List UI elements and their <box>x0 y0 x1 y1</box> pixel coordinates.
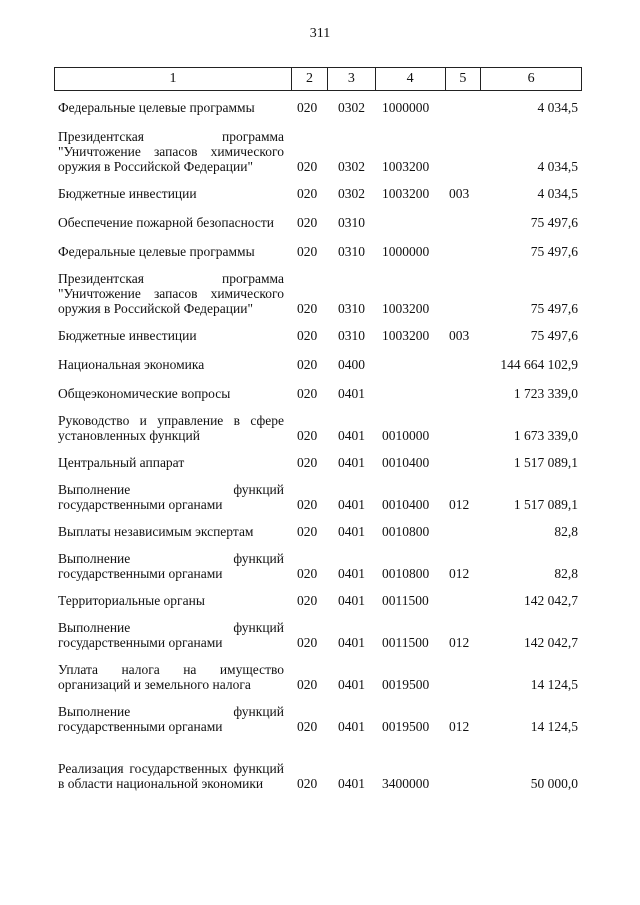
row-col-2: 020 <box>297 719 318 734</box>
table-row <box>0 129 640 174</box>
row-name: Федеральные целевые программы <box>58 244 255 259</box>
table-row <box>0 357 640 372</box>
row-col-6: 142 042,7 <box>524 593 578 608</box>
row-col-3: 0401 <box>338 386 365 401</box>
row-col-6: 144 664 102,9 <box>500 357 578 372</box>
header-col-3: 3 <box>328 68 376 90</box>
row-col-2: 020 <box>297 215 318 230</box>
table-row <box>0 593 640 608</box>
row-col-5: 012 <box>449 719 470 734</box>
row-col-3: 0401 <box>338 776 365 791</box>
row-name: Руководство и управление в сфере установленных функций <box>58 413 284 443</box>
row-col-4: 0011500 <box>382 635 429 650</box>
table-row <box>0 328 640 343</box>
row-col-3: 0310 <box>338 244 365 259</box>
row-col-6: 1 673 339,0 <box>513 428 578 443</box>
row-col-2: 020 <box>297 428 318 443</box>
row-name: Президентская программа "Уничтожение запасов химического оружия в Российской Федерации" <box>58 129 284 174</box>
row-col-6: 4 034,5 <box>537 100 578 115</box>
row-col-4: 0011500 <box>382 593 429 608</box>
table-row <box>0 551 640 581</box>
row-col-6: 14 124,5 <box>530 677 578 692</box>
row-col-3: 0401 <box>338 566 365 581</box>
row-col-6: 1 723 339,0 <box>513 386 578 401</box>
row-col-3: 0401 <box>338 524 365 539</box>
row-col-2: 020 <box>297 677 318 692</box>
row-col-2: 020 <box>297 159 318 174</box>
table-row <box>0 215 640 230</box>
table-row <box>0 413 640 443</box>
row-col-4: 0010800 <box>382 524 430 539</box>
row-col-2: 020 <box>297 100 318 115</box>
row-col-2: 020 <box>297 566 318 581</box>
header-col-4: 4 <box>376 68 446 90</box>
row-col-5: 003 <box>449 328 470 343</box>
row-col-6: 1 517 089,1 <box>513 455 578 470</box>
table-row <box>0 455 640 470</box>
row-col-5: 012 <box>449 635 470 650</box>
table-row <box>0 244 640 259</box>
row-col-5: 012 <box>449 497 470 512</box>
row-col-2: 020 <box>297 524 318 539</box>
row-col-4: 0010000 <box>382 428 430 443</box>
row-name: Общеэкономические вопросы <box>58 386 231 401</box>
row-name: Федеральные целевые программы <box>58 100 255 115</box>
table-row <box>0 271 640 316</box>
row-col-6: 4 034,5 <box>537 186 578 201</box>
row-col-4: 0010400 <box>382 497 430 512</box>
row-name: Бюджетные инвестиции <box>58 328 197 343</box>
row-name: Центральный аппарат <box>58 455 185 470</box>
row-name: Национальная экономика <box>58 357 205 372</box>
row-col-2: 020 <box>297 455 318 470</box>
row-col-3: 0401 <box>338 593 365 608</box>
row-name: Бюджетные инвестиции <box>58 186 197 201</box>
row-col-6: 142 042,7 <box>524 635 578 650</box>
table-row <box>0 482 640 512</box>
table-row <box>0 524 640 539</box>
row-name: Выплаты независимым экспертам <box>58 524 254 539</box>
row-col-3: 0310 <box>338 328 365 343</box>
row-name: Выполнение функций государственными органами <box>58 551 284 581</box>
row-col-4: 0019500 <box>382 677 430 692</box>
row-col-3: 0401 <box>338 635 365 650</box>
row-col-2: 020 <box>297 386 318 401</box>
row-col-6: 50 000,0 <box>530 776 578 791</box>
row-col-3: 0401 <box>338 455 365 470</box>
row-col-3: 0401 <box>338 677 365 692</box>
row-col-4: 0010800 <box>382 566 430 581</box>
page-number: 311 <box>309 26 331 41</box>
row-col-4: 1000000 <box>382 100 430 115</box>
table-row <box>0 746 640 791</box>
row-col-4: 3400000 <box>382 776 430 791</box>
row-col-4: 1000000 <box>382 244 430 259</box>
row-col-2: 020 <box>297 301 318 316</box>
row-name: Территориальные органы <box>58 593 205 608</box>
table-row <box>0 186 640 201</box>
row-col-6: 82,8 <box>554 566 578 581</box>
row-col-6: 75 497,6 <box>530 301 578 316</box>
header-col-6: 6 <box>527 71 535 86</box>
row-name: Выполнение функций государственными органами <box>58 704 284 734</box>
table-row <box>0 620 640 650</box>
row-col-4: 0019500 <box>382 719 430 734</box>
header-col-5: 5 <box>446 68 482 90</box>
table-header <box>54 67 582 91</box>
row-col-4: 1003200 <box>382 159 430 174</box>
row-col-4: 1003200 <box>382 186 430 201</box>
row-col-6: 75 497,6 <box>530 215 578 230</box>
table-row <box>0 662 640 692</box>
row-col-2: 020 <box>297 593 318 608</box>
row-col-5: 003 <box>449 186 470 201</box>
header-col-1: 1 <box>55 68 292 90</box>
row-col-6: 14 124,5 <box>530 719 578 734</box>
row-col-3: 0310 <box>338 215 365 230</box>
row-col-6: 82,8 <box>554 524 578 539</box>
row-name: Выполнение функций государственными органами <box>58 620 284 650</box>
row-col-4: 1003200 <box>382 301 430 316</box>
header-col-2: 2 <box>292 68 328 90</box>
row-col-3: 0310 <box>338 301 365 316</box>
row-col-6: 75 497,6 <box>530 328 578 343</box>
row-col-3: 0400 <box>338 357 365 372</box>
row-col-3: 0302 <box>338 159 365 174</box>
row-col-2: 020 <box>297 244 318 259</box>
table-row <box>0 386 640 401</box>
row-col-2: 020 <box>297 186 318 201</box>
row-name: Реализация государственных функций в области национальной экономики <box>58 761 284 791</box>
row-col-2: 020 <box>297 497 318 512</box>
row-col-2: 020 <box>297 776 318 791</box>
row-name: Выполнение функций государственными органами <box>58 482 284 512</box>
row-col-3: 0302 <box>338 100 365 115</box>
row-col-2: 020 <box>297 635 318 650</box>
row-col-3: 0401 <box>338 428 365 443</box>
row-col-6: 4 034,5 <box>537 159 578 174</box>
row-col-2: 020 <box>297 357 318 372</box>
row-col-3: 0401 <box>338 497 365 512</box>
row-col-4: 0010400 <box>382 455 430 470</box>
row-name: Обеспечение пожарной безопасности <box>58 215 275 230</box>
row-name: Президентская программа "Уничтожение запасов химического оружия в Российской Федерации" <box>58 271 284 316</box>
row-col-6: 75 497,6 <box>530 244 578 259</box>
row-col-3: 0302 <box>338 186 365 201</box>
row-col-4: 1003200 <box>382 328 430 343</box>
table-body <box>0 100 640 803</box>
row-col-5: 012 <box>449 566 470 581</box>
table-row <box>0 704 640 734</box>
row-col-6: 1 517 089,1 <box>513 497 578 512</box>
row-col-3: 0401 <box>338 719 365 734</box>
row-col-2: 020 <box>297 328 318 343</box>
row-name: Уплата налога на имущество организаций и земельного налога <box>58 662 284 692</box>
table-row <box>0 100 640 115</box>
